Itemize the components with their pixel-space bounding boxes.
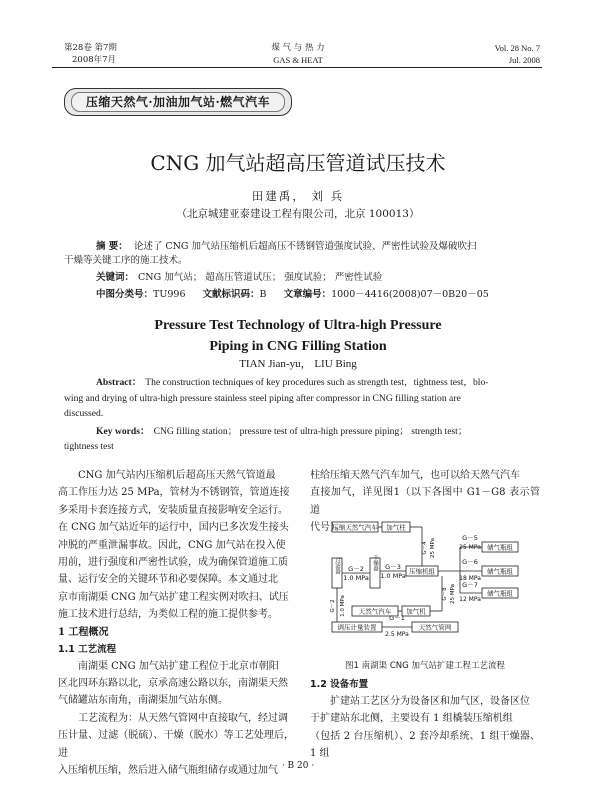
text-line: 施工技术进行总结，为类似工程的施工提供参考。 (58, 609, 278, 621)
abstract-en-line2: wing and drying of ultra-high pressure stainless steel piping after compressor in CNG filling station are (64, 393, 461, 404)
label-g3: G－3 (385, 563, 401, 571)
text-line: 压计量、过滤（脱硫）、干燥（脱水）等工艺处理后，进 (58, 730, 294, 759)
label-storage-2: 储气瓶组 (487, 567, 513, 576)
keywords-cn (96, 271, 536, 285)
issue-date: 2008年7月 (72, 55, 117, 65)
volume-issue-en: Vol. 28 No. 7 (494, 43, 540, 53)
clc-value: TU996 (153, 289, 186, 300)
abstract-en-line3: discussed. (64, 408, 104, 419)
section-heading-1-2: 1.2 设备布置 (310, 679, 369, 690)
paper-title: CNG 加气站超高压管道试压技术 (150, 151, 446, 175)
clc-label: 中图分类号： (96, 289, 154, 300)
label-g5: G－5 (462, 534, 478, 542)
text-line: 于扩建站东北侧，主要设有 1 组橇装压缩机组 (310, 713, 513, 725)
intro-paragraph (58, 467, 294, 624)
label-g5-pressure: 25 MPa (459, 544, 481, 551)
text-line: 在 CNG 加气站近年的运行中，国内已多次发生接头 (58, 522, 289, 534)
page-number: · B 20 · (281, 761, 315, 771)
label-dispenser-top: 加气柱 (386, 523, 406, 532)
left-column (58, 467, 294, 780)
abstract-cn (96, 240, 516, 254)
label-regulator: 调压计量装置 (337, 623, 377, 632)
label-storage-3: 储气瓶组 (487, 589, 513, 598)
affiliation-cn: （北京城建亚泰建设工程有限公司，北京 100013） (176, 208, 420, 220)
keywords-label: 关键词： (96, 272, 135, 283)
text-line: 直接加气，详见图1（以下各图中 G1－G8 表示管道 (310, 487, 540, 516)
text-line: 工艺流程为：从天然气管网中直接取气，经过调 (78, 712, 288, 724)
right-column-bottom (310, 676, 540, 763)
keywords-en-label: Key words： (96, 426, 150, 437)
label-g2-vertical: G－2 (330, 599, 336, 613)
label-g7-pressure: 12 MPa (459, 596, 481, 603)
title-en-line1: Pressure Test Technology of Ultra-high Pressure (154, 318, 442, 333)
section-heading-1: 1 工程概况 (58, 626, 109, 638)
text-line: 区北四环东路以北，京承高速公路以东，南湖渠天然 (58, 678, 288, 690)
label-g8: G－8 (442, 587, 448, 601)
label-filter: 过滤器 (334, 557, 340, 575)
abstract-label: 摘 要： (96, 241, 128, 252)
abstract-en (96, 375, 526, 390)
text-line: 量、运行安全的关键环节和必要保障。本文通过北 (58, 574, 278, 586)
text-line: 高工作压力达 25 MPa，管材为不锈钢管，管道连接 (58, 487, 290, 499)
label-g7: G－7 (462, 581, 478, 589)
text-line: 代号）。 (310, 522, 345, 534)
issue-date-en: Jul. 2008 (508, 55, 540, 65)
label-g1: G－1 (389, 614, 405, 622)
process-flow-diagram (330, 518, 540, 638)
authors-cn: 田建禹， 刘 兵 (251, 189, 345, 203)
label-dryer: 干燥器 (372, 554, 378, 572)
section-banner-label: 压缩天然气·加油加气站·燃气汽车 (71, 92, 285, 112)
label-g1-pressure: 2.5 MPa (385, 631, 409, 638)
abstract-en-label: Abstract： (96, 377, 142, 388)
abstract-line: 论述了 CNG 加气站压缩机后超高压不锈钢管道强度试验、严密性试验及爆破吹扫 (133, 241, 477, 252)
label-g6: G－6 (462, 558, 478, 566)
label-g2-vertical-pressure: 1.0 MPa (340, 595, 346, 617)
abstract-en-line1: The construction techniques of key procedures such as strength test，tightness test，blo- (145, 377, 489, 388)
doc-code-value: B (259, 289, 267, 300)
header-rule (52, 67, 542, 68)
title-en-line2: Piping in CNG Filling Station (209, 339, 387, 354)
label-g4-pressure: 25 MPa (430, 538, 436, 558)
label-g2-pressure: 1.0 MPa (343, 574, 369, 582)
keywords-text: CNG 加气站； 超高压管道试压； 强度试验； 严密性试验 (138, 272, 383, 283)
text-line: 柱给压缩天然气汽车加气，也可以给天然气汽车 (310, 470, 520, 481)
label-g3-pressure: 1.0 MPa (380, 572, 406, 580)
figure-caption: 图1 南湖渠 CNG 加气站扩建工程工艺流程 (345, 661, 505, 671)
label-g8-pressure: 25 MPa (450, 584, 456, 604)
paragraph-1-1 (58, 658, 294, 710)
journal-name-cn: 煤 气 与 热 力 (271, 43, 325, 53)
text-line: 京市南湖渠 CNG 加气站扩建工程实例对吹扫、试压 (58, 591, 289, 603)
label-g6-pressure: 18 MPa (459, 575, 481, 582)
text-line: 入压缩机压缩，然后进入储气瓶组储存或通过加气 (58, 765, 278, 777)
text-line: 多采用卡套连接方式，安装质量直接影响安全运行。 (58, 504, 288, 516)
keywords-en-line1: CNG filling station； pressure test of ultra-high pressure piping； strength test； (153, 426, 468, 437)
text-line: 扩建站工艺区分为设备区和加气区，设备区位 (330, 696, 530, 707)
label-compressor: 压缩机组 (409, 567, 435, 576)
text-line: CNG 加气站内压缩机后超高压天然气管道最 (78, 470, 276, 481)
article-no-label: 文章编号： (283, 289, 332, 300)
label-pipe-network: 天然气管网 (418, 623, 452, 632)
text-line: 南湖渠 CNG 加气站扩建工程位于北京市朝阳 (78, 660, 279, 672)
volume-issue: 第28卷 第7期 (64, 43, 117, 53)
abstract-cn-cont: 干燥等关键工序的施工技术。 (64, 255, 188, 266)
label-g4: G－4 (422, 541, 428, 555)
keywords-en-line2: tightness test (64, 441, 114, 452)
text-line: 冲脱的严重泄漏事故。因此，CNG 加气站在投入使 (58, 539, 286, 551)
label-ng-vehicle: 天然气汽车 (358, 607, 392, 616)
authors-en: TIAN Jian-yu， LIU Bing (239, 358, 357, 370)
label-cng-vehicle: 压缩天然气汽车 (332, 523, 378, 532)
text-line: （包括 2 台压缩机）、2 套冷却系统、1 组干燥器、1 组 (310, 730, 540, 760)
article-no-value: 1000－4416(2008)07－0B20－05 (331, 289, 489, 300)
label-storage-1: 储气瓶组 (487, 543, 513, 552)
text-line: 气储罐站东南角，南湖渠加气站东侧。 (58, 695, 228, 707)
section-heading-1-1: 1.1 工艺流程 (58, 643, 117, 655)
journal-volume-en (495, 42, 540, 66)
classification-line (96, 288, 536, 302)
keywords-en (96, 424, 536, 439)
label-dispenser-bottom: 加气机 (406, 607, 426, 616)
journal-name-en: GAS & HEAT (273, 55, 323, 65)
label-g2: G－2 (348, 565, 364, 573)
doc-code-label: 文献标识码： (202, 289, 260, 300)
text-line: 用前，进行强度和严密性试验，成为确保管道施工质 (58, 557, 288, 569)
section-banner (64, 88, 292, 116)
